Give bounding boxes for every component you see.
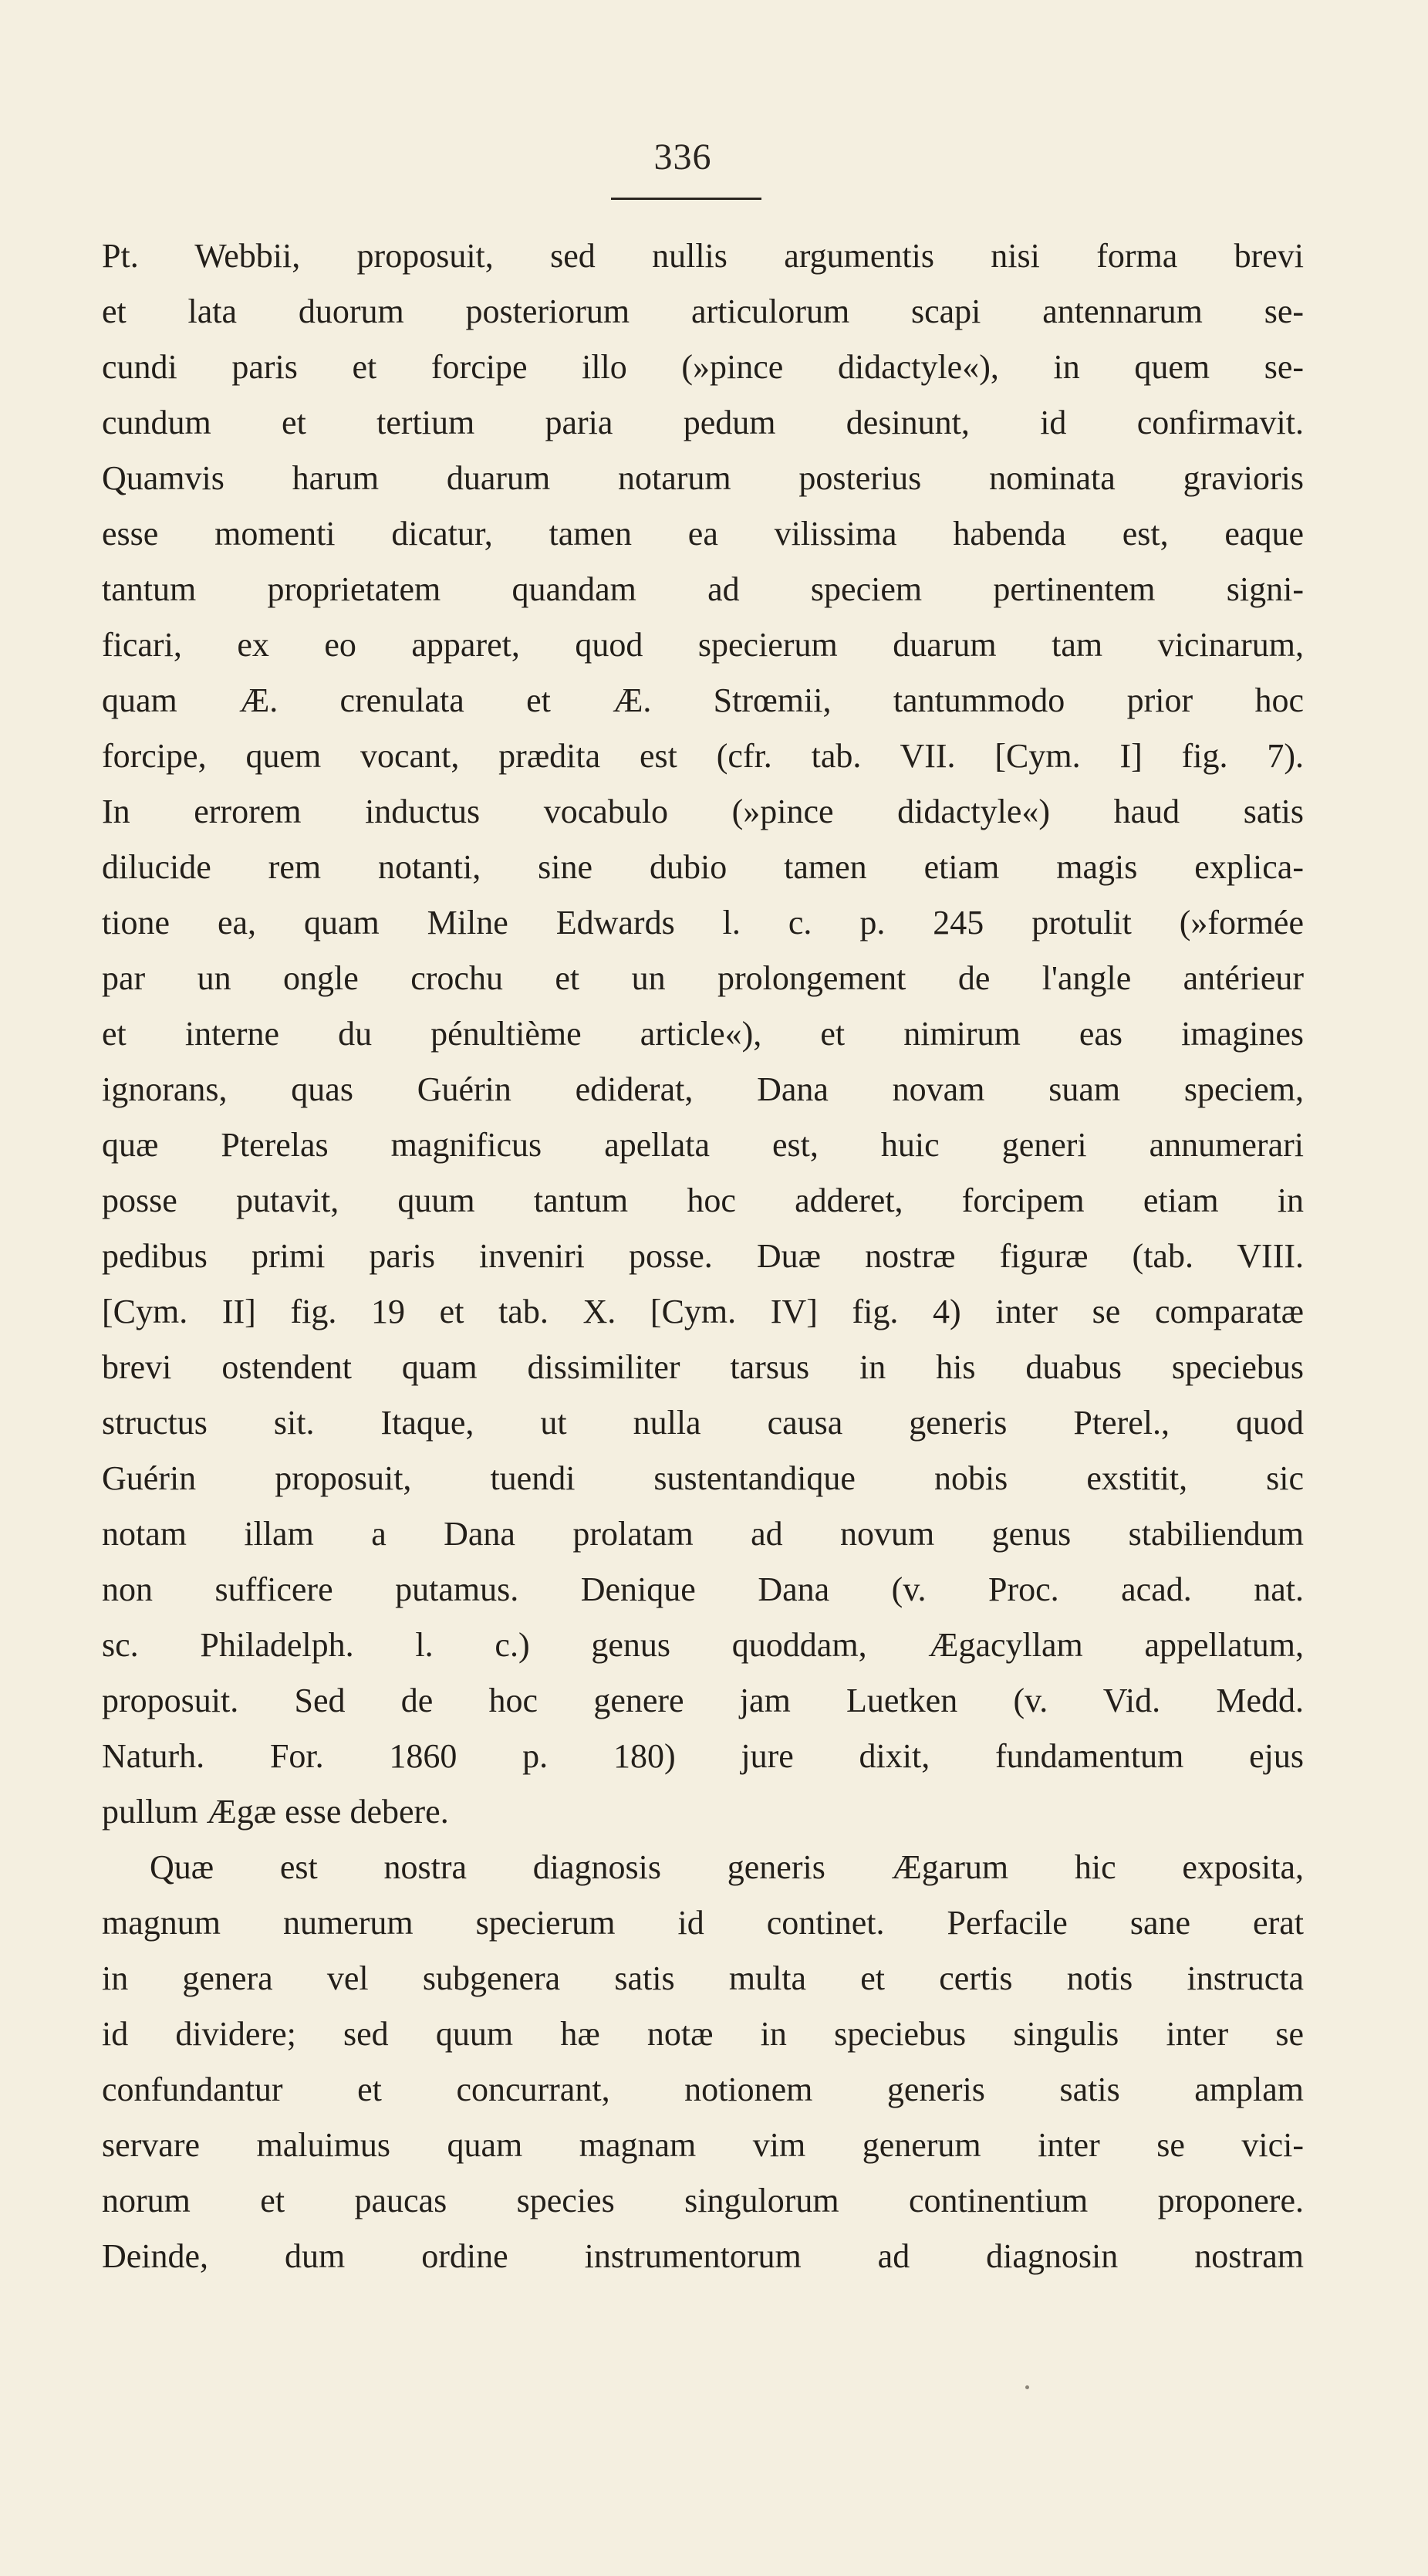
text-line: tione ea, quam Milne Edwards l. c. p. 245 protulit (»formée [102, 904, 1304, 941]
body-text [102, 228, 1304, 2284]
text-line: quam Æ. crenulata et Æ. Strœmii, tantummodo prior hoc [102, 681, 1304, 719]
text-line: norum et paucas species singulorum continentium proponere. [102, 2182, 1304, 2219]
text-line: notam illam a Dana prolatam ad novum genus stabiliendum [102, 1515, 1304, 1553]
text-line: proposuit. Sed de hoc genere jam Luetken (v. Vid. Medd. [102, 1682, 1304, 1719]
text-line: Deinde, dum ordine instrumentorum ad diagnosin nostram [102, 2237, 1304, 2275]
text-line: brevi ostendent quam dissimiliter tarsus in his duabus speciebus [102, 1348, 1304, 1386]
text-line: Pt. Webbii, proposuit, sed nullis argumentis nisi forma brevi [102, 237, 1304, 275]
text-line: ficari, ex eo apparet, quod specierum duarum tam vicinarum, [102, 626, 1304, 664]
text-line: Naturh. For. 1860 p. 180) jure dixit, fundamentum ejus [102, 1737, 1304, 1775]
text-line: cundi paris et forcipe illo (»pince didactyle«), in quem se- [102, 348, 1304, 386]
text-line: dilucide rem notanti, sine dubio tamen etiam magis explica- [102, 848, 1304, 886]
text-line: quæ Pterelas magnificus apellata est, huic generi annumerari [102, 1126, 1304, 1164]
text-line: structus sit. Itaque, ut nulla causa generis Pterel., quod [102, 1404, 1304, 1442]
text-line: in genera vel subgenera satis multa et certis notis instructa [102, 1959, 1304, 1997]
text-line: non sufficere putamus. Denique Dana (v. Proc. acad. nat. [102, 1570, 1304, 1608]
text-line: et lata duorum posteriorum articulorum scapi antennarum se- [102, 292, 1304, 330]
text-line: id dividere; sed quum hæ notæ in speciebus singulis inter se [102, 2015, 1304, 2053]
text-line: servare maluimus quam magnam vim generum inter se vici- [102, 2126, 1304, 2164]
text-line: et interne du pénultième article«), et nimirum eas imagines [102, 1015, 1304, 1053]
text-line: cundum et tertium paria pedum desinunt, id confirmavit. [102, 404, 1304, 441]
text-line: par un ongle crochu et un prolongement de l'angle antérieur [102, 959, 1304, 997]
text-line: pedibus primi paris inveniri posse. Duæ nostræ figuræ (tab. VIII. [102, 1237, 1304, 1275]
text-line: sc. Philadelph. l. c.) genus quoddam, Ægacyllam appellatum, [102, 1626, 1304, 1664]
text-line: confundantur et concurrant, notionem generis satis amplam [102, 2071, 1304, 2108]
page-number: 336 [653, 137, 712, 177]
text-line: Quæ est nostra diagnosis generis Ægarum hic exposita, [150, 1848, 1304, 1886]
page-number-rule [611, 198, 761, 200]
text-line: forcipe, quem vocant, prædita est (cfr. tab. VII. [Cym. I] fig. 7). [102, 737, 1304, 775]
text-line: Quamvis harum duarum notarum posterius nominata gravioris [102, 459, 1304, 497]
text-line: pullum Ægæ esse debere. [102, 1793, 449, 1831]
text-line: Guérin proposuit, tuendi sustentandique nobis exstitit, sic [102, 1459, 1304, 1497]
text-line: [Cym. II] fig. 19 et tab. X. [Cym. IV] fig. 4) inter se comparatæ [102, 1293, 1304, 1330]
text-line: esse momenti dicatur, tamen ea vilissima habenda est, eaque [102, 515, 1304, 553]
text-line: posse putavit, quum tantum hoc adderet, forcipem etiam in [102, 1182, 1304, 1219]
text-line: tantum proprietatem quandam ad speciem pertinentem signi- [102, 570, 1304, 608]
paper-speck [1025, 2385, 1029, 2389]
text-line: magnum numerum specierum id continet. Perfacile sane erat [102, 1904, 1304, 1942]
text-line: ignorans, quas Guérin ediderat, Dana novam suam speciem, [102, 1070, 1304, 1108]
text-line: In errorem inductus vocabulo (»pince didactyle«) haud satis [102, 793, 1304, 830]
